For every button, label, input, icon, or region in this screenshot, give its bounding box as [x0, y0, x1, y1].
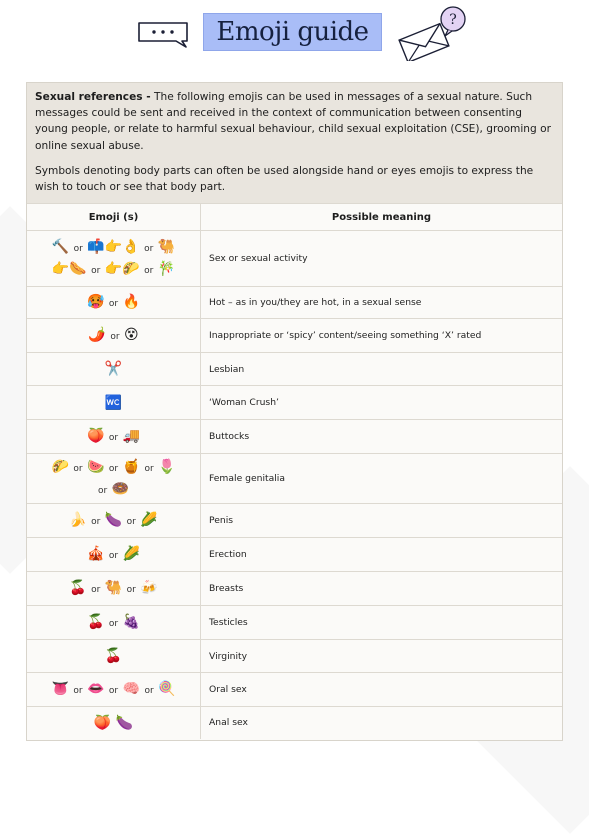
table-row [27, 572, 562, 606]
meaning-cell: Buttocks [201, 420, 563, 454]
or-separator: or [91, 516, 101, 527]
emoji-line: 🎪 or 🌽 [87, 545, 140, 562]
emoji-line: 👉🌭 or 👉🌮 or 🎋 [51, 260, 176, 277]
emoji-line: 🍑 or 🚚 [87, 427, 140, 444]
or-separator: or [126, 584, 136, 595]
title-box [203, 13, 382, 51]
column-header-emoji: Emoji (s) [27, 204, 201, 231]
or-separator: or [91, 265, 101, 276]
meaning-cell: Virginity [201, 640, 563, 673]
table-row [27, 504, 562, 538]
meaning-cell: Oral sex [201, 673, 563, 707]
or-separator: or [108, 432, 119, 443]
table-row [27, 538, 562, 572]
or-separator: or [73, 243, 83, 254]
table-row [27, 454, 562, 504]
or-separator: or [144, 243, 154, 254]
emoji-cell [27, 353, 201, 386]
emoji-cell [27, 673, 201, 707]
meaning-cell: Anal sex [201, 707, 563, 739]
or-separator: or [108, 618, 119, 629]
emoji-line: 🚾 [104, 394, 123, 411]
table-row [27, 231, 562, 287]
table-row [27, 319, 562, 353]
meaning-cell: Female genitalia [201, 454, 563, 504]
page-header [0, 0, 589, 70]
table-row [27, 606, 562, 640]
intro-paragraph-2: Symbols denoting body parts can often be used alongside hand or eyes emojis to express the wish to touch or see that body part. [35, 164, 534, 194]
page-title: Emoji guide [216, 17, 369, 47]
table-row [27, 640, 562, 673]
emoji-cell [27, 606, 201, 640]
table-row [27, 673, 562, 707]
column-header-meaning: Possible meaning [201, 204, 563, 231]
emoji-table [27, 203, 562, 739]
meaning-cell: Testicles [201, 606, 563, 640]
or-separator: or [97, 485, 108, 496]
or-separator: or [108, 298, 119, 309]
envelope-question-icon [392, 5, 472, 61]
emoji-cell [27, 420, 201, 454]
or-separator: or [110, 331, 120, 342]
emoji-line: 🍑 🍆 [93, 714, 134, 731]
or-separator: or [73, 685, 83, 696]
emoji-line: 🍒 or 🐫 or 🍻 [69, 579, 158, 596]
speech-bubble-icon [136, 20, 192, 48]
meaning-cell: Erection [201, 538, 563, 572]
emoji-line: 🥵 or 🔥 [87, 293, 140, 310]
or-separator: or [108, 463, 119, 474]
intro-heading: Sexual references - [35, 91, 151, 103]
emoji-cell [27, 287, 201, 319]
emoji-cell [27, 640, 201, 673]
emoji-cell [27, 231, 201, 287]
emoji-line: 🔨 or 📫👉👌 or 🐫 [51, 238, 176, 255]
emoji-cell [27, 572, 201, 606]
emoji-line: 🍒 [104, 648, 123, 664]
meaning-cell: Hot – as in you/they are hot, in a sexual sense [201, 287, 563, 319]
emoji-line: 🍒 or 🍇 [87, 613, 140, 630]
meaning-cell: Breasts [201, 572, 563, 606]
intro-section [27, 83, 562, 203]
meaning-cell: Penis [201, 504, 563, 538]
emoji-cell [27, 386, 201, 420]
table-header-row [27, 204, 562, 231]
or-separator: or [108, 550, 119, 561]
emoji-line: 🌶️ or 😵 [88, 326, 139, 343]
table-row [27, 707, 562, 739]
emoji-cell [27, 707, 201, 739]
table-row [27, 353, 562, 386]
meaning-cell: Lesbian [201, 353, 563, 386]
emoji-line: ✂️ [104, 361, 123, 377]
emoji-guide-card [26, 82, 563, 741]
meaning-cell: Sex or sexual activity [201, 231, 563, 287]
emoji-cell [27, 319, 201, 353]
emoji-cell [27, 538, 201, 572]
or-separator: or [108, 685, 119, 696]
svg-text:?: ? [449, 12, 457, 28]
or-separator: or [144, 265, 154, 276]
emoji-line: 🍌 or 🍆 or 🌽 [69, 511, 158, 528]
intro-paragraph-1 [35, 89, 554, 154]
or-separator: or [144, 685, 154, 696]
or-separator: or [91, 584, 101, 595]
intro-text-1: The following emojis can be used in messages of a sexual nature. Such messages could be sent and received in the context of communication between consenting young people, or relate to harmful sexual behaviour, child sexual exploitation (CSE), grooming or online sexual abuse. [35, 91, 551, 152]
emoji-cell [27, 504, 201, 538]
table-row [27, 287, 562, 319]
emoji-line: 🌮 or 🍉 or 🍯 or 🌷 [51, 458, 176, 475]
table-row [27, 420, 562, 454]
emoji-line: 👅 or 👄 or 🧠 or 🍭 [51, 680, 176, 697]
or-separator: or [144, 463, 154, 474]
emoji-line: or 🍩 [97, 480, 130, 497]
table-row [27, 386, 562, 420]
or-separator: or [126, 516, 136, 527]
emoji-cell [27, 454, 201, 504]
meaning-cell: Inappropriate or ‘spicy’ content/seeing something ‘X’ rated [201, 319, 563, 353]
or-separator: or [73, 463, 83, 474]
meaning-cell: ‘Woman Crush’ [201, 386, 563, 420]
